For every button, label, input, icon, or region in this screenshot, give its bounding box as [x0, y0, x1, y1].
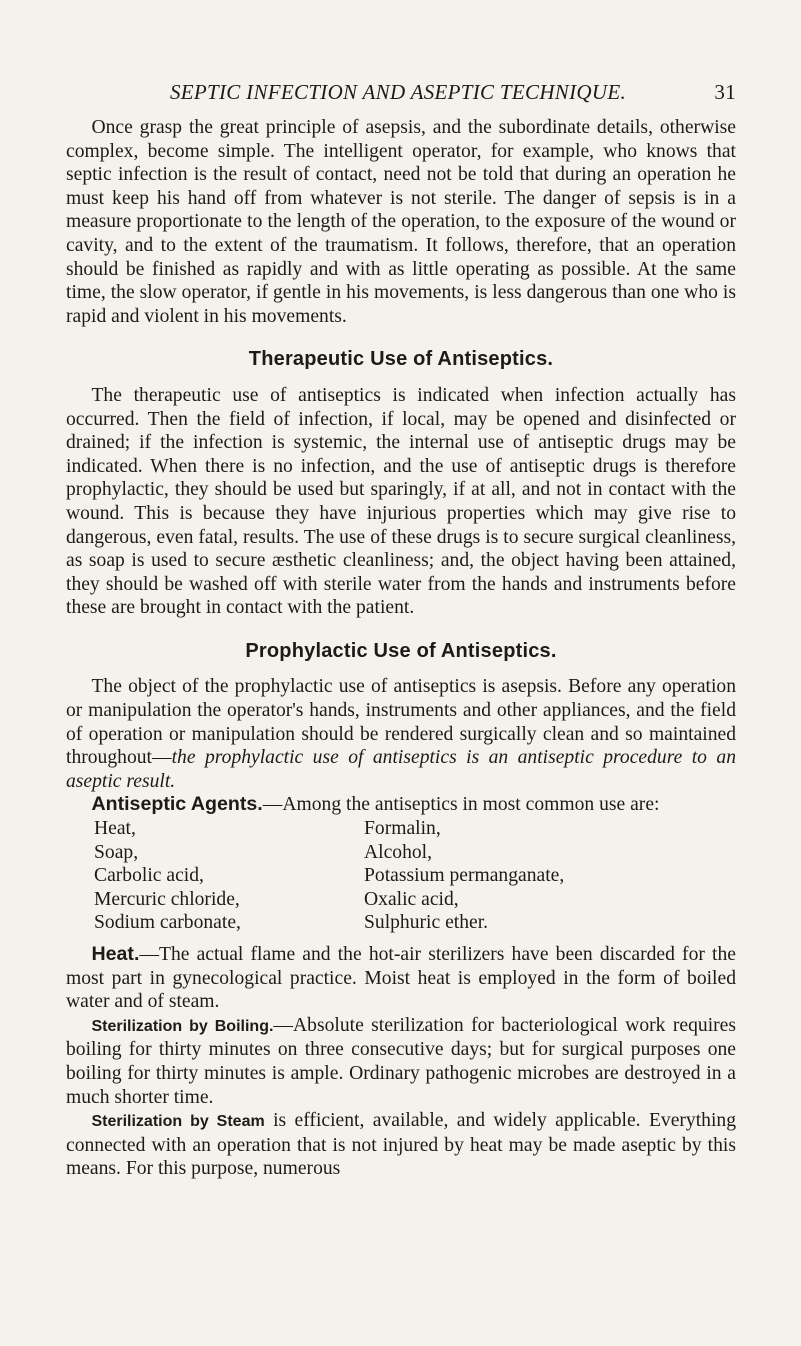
- intro-paragraph: Once grasp the great principle of asepsis, and the subordinate details, otherwise complex, become simple. The intelligent operator, for example, who knows that septic infection is the result of contact, need not be told that during an operation he must keep his hand off from whatever is not sterile. The danger of sepsis is in a measure proportionate to the length of the operation, to the exposure of the wound or cavity, and to the extent of the traumatism. It follows, therefore, that an operation should be finished as rapidly and with as little operating as possible. At the same time, the slow operator, if gentle in his movements, is less dangerous than one who is rapid and violent in his movements.: [66, 117, 736, 327]
- steam-label: Sterilization by Steam: [91, 1113, 265, 1131]
- prophylactic-paragraph: [66, 675, 736, 793]
- agents-paragraph: [66, 793, 736, 817]
- heat-label: Heat.: [91, 943, 140, 965]
- agents-left-column: [66, 817, 336, 935]
- heat-paragraph: [66, 943, 736, 1014]
- agent-item: Sulphuric ether.: [364, 912, 489, 934]
- agents-list: [66, 817, 736, 935]
- agent-item: Soap,: [94, 841, 139, 863]
- page-number: 31: [714, 80, 736, 104]
- prophylactic-italic: the prophylactic use of antiseptics is an antiseptic procedure to an aseptic result.: [66, 747, 736, 792]
- agent-item: Carbolic acid,: [94, 865, 204, 887]
- therapeutic-heading: Therapeutic Use of Antiseptics.: [248, 348, 554, 371]
- agents-text: —Among the antiseptics in most common use are:: [262, 794, 660, 816]
- agent-item: Oxalic acid,: [364, 888, 459, 910]
- heat-text: —The actual flame and the hot-air sterilizers have been discarded for the most part in gynecological practice. Moist heat is employed in the form of boiled water and of steam.: [66, 944, 736, 1013]
- running-header: [60, 80, 736, 105]
- steam-paragraph: [66, 1109, 736, 1181]
- page-body: [66, 116, 736, 1181]
- agent-item: Formalin,: [364, 818, 441, 840]
- running-title: SEPTIC INFECTION AND ASEPTIC TECHNIQUE.: [169, 80, 627, 104]
- boiling-label: Sterilization by Boiling.: [91, 1017, 274, 1035]
- agents-right-column: [336, 817, 736, 935]
- agent-item: Heat,: [94, 818, 136, 840]
- steam-text: is efficient, available, and widely applicable. Everything connected with an operation that is not injured by heat may be made aseptic by this means. For this purpose, numerous: [66, 1110, 737, 1180]
- boiling-paragraph: [66, 1014, 736, 1109]
- prophylactic-text: The object of the prophylactic use of antiseptics is asepsis. Before any operation or manipulation the operator's hands, instruments and other appliances, and the field of operation or manipulation should be rendered surgically clean and so maintained throughout—: [66, 676, 736, 769]
- boiling-text: —Absolute sterilization for bacteriological work requires boiling for thirty minutes on three consecutive days; but for surgical purposes one boiling for thirty minutes is ample. Ordinary pathogenic microbes are destroyed in a much shorter time.: [66, 1014, 737, 1108]
- agent-item: Potassium permanganate,: [364, 865, 565, 887]
- agent-item: Alcohol,: [364, 841, 433, 863]
- therapeutic-paragraph: The therapeutic use of antiseptics is indicated when infection actually has occurred. Then the field of infection, if local, may be opened and disinfected or drained; if the infection is systemic, the internal use of antiseptic drugs may be indicated. When there is no infection, and the use of antiseptic drugs is therefore prophylactic, they should be used but sparingly, if at all, and not in contact with the wound. This is because they have injurious properties which may give rise to dangerous, even fatal, results. The use of these drugs is to secure surgical cleanliness, as soap is used to secure æsthetic cleanliness; and, the object having been attained, they should be washed off with sterile water from the hands and instruments before these are brought in contact with the patient.: [66, 384, 736, 619]
- agent-item: Mercuric chloride,: [94, 888, 240, 910]
- agent-item: Sodium carbonate,: [94, 912, 241, 934]
- agents-label: Antiseptic Agents.: [91, 793, 263, 816]
- prophylactic-heading: Prophylactic Use of Antiseptics.: [245, 639, 557, 662]
